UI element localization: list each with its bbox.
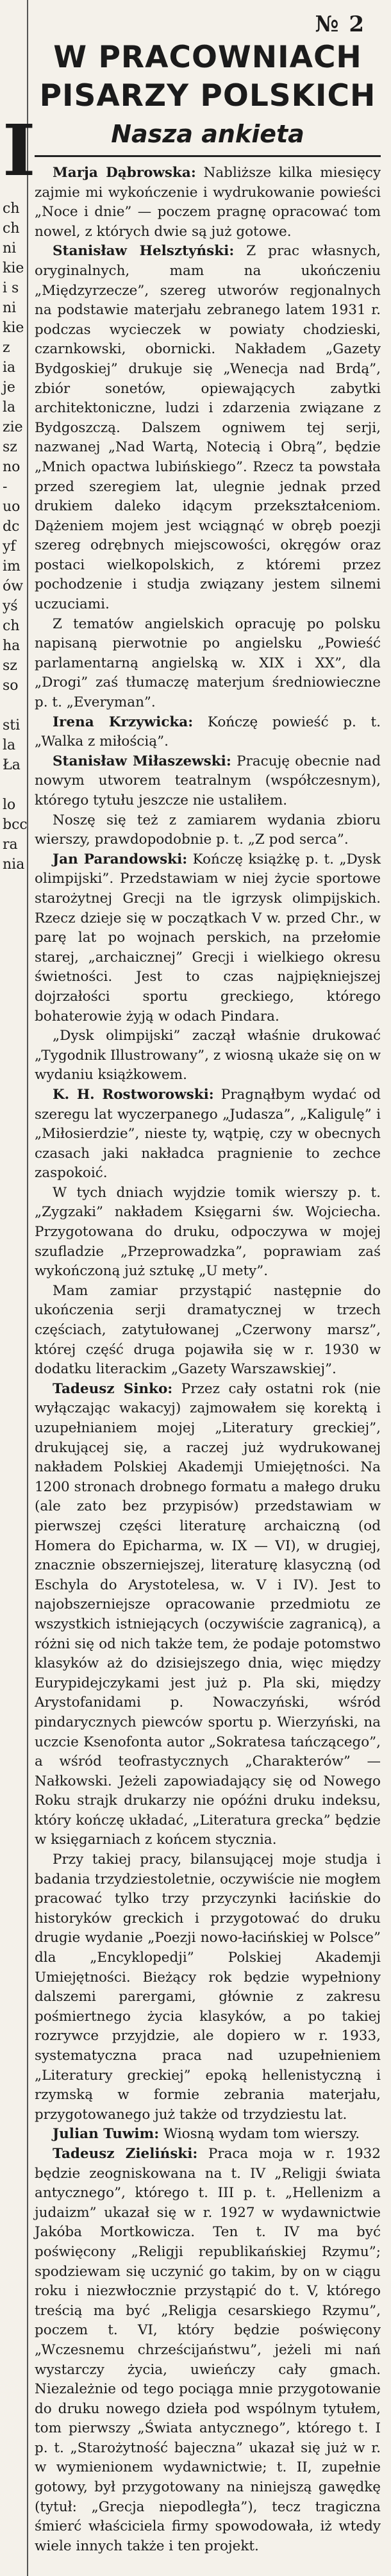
entry-paragraph — [35, 1380, 381, 1850]
entry-author: Tadeusz Zieliński: — [53, 2145, 198, 2162]
entry-paragraph — [35, 713, 381, 752]
entry-text: Noszę się też z zamiarem wydania zbioru wierszy, prawdopodobnie p. t. „Z pod serca”. — [35, 812, 381, 848]
entry-text: Kończę książkę p. t. „Dysk olimpijski”. Przedstawiam w niej życie sportowe starożytnej Grecji na tle igrzysk olimpijskich. Rzecz dzieje się w początkach V w. przed Chr., w parę lat po wojnach perskich, na przełomie starej, „archaicznej” Grecji i wielkiego okresu świetności. Jest to czas najpiękniejszej dojrzałości sportu greckiego, którego bohaterowie żyją w odach Pindara. — [35, 851, 381, 1025]
entry-author: K. H. Rostworowski: — [53, 1086, 214, 1103]
title-divider — [35, 155, 381, 157]
entry-text: Nabliższe kilka miesięcy zajmie mi wykończenie i wydrukowanie powieści „Noce i dnie” — poczem pragnę opracować tom nowel, z których dwie są już gotowe. — [35, 165, 381, 240]
entry-paragraph — [35, 811, 381, 850]
entry-text: Pracuję obecnie nad nowym utworem teatralnym (współczesnym), którego tytułu jeszcze nie ustaliłem. — [35, 753, 381, 808]
entry-text: Praca moja w r. 1932 będzie zeogniskowana na t. IV „Religji świata antycznego”, którego t. III p. t. „Hellenizm a judaizm” ukazał się w r. 1927 w wydawnictwie Jakóba Mortkowicza. Ten t. IV ma być poświęcony „Religji republikańskiej Rzymu”; spodziewam się uczynić go takim, by on w ciągu roku i niezwłocznie przystąpić do t. V, którego treścią ma być „Religja cesarskiego Rzymu”, poczem t. VI, który będzie poświęcony „Wczesnemu chrześcijaństwu”, jeżeli mi nań wystarczy życia, uwieńczy cały gmach. Niezależnie od tego pociąga mnie przygotowanie do druku nowego dzieła pod wspólnym tytułem, tom pierwszy „Świata antycznego”, którego t. I p. t. „Starożytność bajeczna” ukazał się już w r. w wymienionem wydawnictwie; t. II, zupełnie gotowy, był przygotowany na niniejszą gawędkę (tytuł: „Grecja niepodległa”), tecz tragiczna śmierć właściciela firmy spowodowała, iż wtedy wiele innych także i ten projekt. — [35, 2145, 381, 2554]
entry-author: Irena Krzywicka: — [53, 714, 194, 730]
entry-author: Julian Tuwim: — [53, 2126, 160, 2143]
entry-author: Marja Dąbrowska: — [53, 165, 196, 181]
survey-entries — [35, 163, 381, 2556]
entry-paragraph — [35, 2145, 381, 2556]
entry-paragraph — [35, 850, 381, 1026]
entry-paragraph — [35, 2125, 381, 2145]
entry-paragraph — [35, 1282, 381, 1380]
adjacent-column-text: ch ch ni kie i s ni kie z ia je la zie sz no - uo dc yf im ów yś ch ha sz so sti la Ła lo bcc ra nia — [3, 201, 28, 873]
entry-text: Z tematów angielskich opracuję po polsku napisaną pierwotnie po angielsku „Powieść parlamentarną angielską w. XIX i XX”, dla „Drogi” zaś tłumaczę materjum średniowieczne p. t. „Everyman”. — [35, 615, 381, 711]
page-number: № 2 — [315, 12, 365, 37]
entry-text: Przez cały ostatni rok (nie wyłączając wakacyj) zajmowałem się korektą i uzupełnianiem mojej „Literatury greckiej”, drukującej się, a raczej już wydrukowanej nakładem Polskiej Akademji Umiejętności. Na 1200 stronach drobnego formatu a małego druku (ale zato bez przypisów) przedstawiam w pierwszej części literaturę archaiczną (od Homera do Epicharma, w. IX — VI), w drugiej, znacznie obszerniejszej, literaturę klasyczną (od Eschyla do Arystotelesa, w. V i IV). Jest to najobszerniejsze opracowanie przedmiotu ze wszystkich istniejących (oczywiście zagranicą), a różni się od nich także tem, że podaje potomstwo klasyków aż do dzisiejszego dnia, więc między Eurypidejczykami jest już p. Pla ski, między Arystofanidami p. Nowaczyński, wśród pindarycznych piewców sportu p. Wierzyński, na uczcie Ksenofonta autor „Sokratesa tańczącego”, a wśród teofrastycznych „Charakterów” — Nałkowski. Jeżeli zapowiadający się od Nowego Roku strajk drukarzy nie opóźni druku indeksu, który kończę układać, „Literatura grecka” będzie w księgarniach z końcem stycznia. — [35, 1380, 381, 1848]
entry-author: Jan Parandowski: — [53, 851, 188, 867]
entry-paragraph — [35, 1850, 381, 2125]
adjacent-column-initial: I — [3, 109, 36, 192]
adjacent-column-fragment — [0, 0, 36, 2576]
entry-paragraph — [35, 752, 381, 811]
entry-author: Stanisław Helsztyński: — [53, 243, 235, 260]
article-title-line-2: PISARZY POLSKICH — [39, 78, 376, 113]
entry-text: Wiosną wydam tom wierszy. — [163, 2126, 360, 2143]
entry-text: Pragnąłbym wydać od szeregu lat wyczerpanego „Judasza”, „Kaligulę” i „Miłosierdzie”, nieste ty, wątpię, czy w obecnych czasach jaki nakładca pragnienie to zechce zaspokoić. — [35, 1086, 381, 1182]
entry-text: Mam zamiar przystąpić następnie do ukończenia serji dramatycznej w trzech częściach, zatytułowanej „Czerwony marsz”, której część druga pojawiła się w r. 1930 w dodatku literackim „Gazety Warszawskiej”. — [35, 1282, 381, 1378]
article-title-line-1: W PRACOWNIACH — [53, 40, 362, 75]
entry-paragraph — [35, 163, 381, 242]
entry-text: „Dysk olimpijski” zaczął właśnie drukować „Tygodnik Illustrowany”, z wiosną ukaże się on w wydaniu książkowem. — [35, 1028, 381, 1083]
entry-paragraph — [35, 1026, 381, 1085]
entry-text: W tych dniach wyjdzie tomik wierszy p. t. „Zygzaki” nakładem Księgarni św. Wojciecha. Przygotowana do druku, odpoczywa w mojej szufladzie „Przeprowadzka”, poprawiam zaś wykończoną już sztukę „U mety”. — [35, 1184, 381, 1280]
entry-paragraph — [35, 1085, 381, 1183]
entry-paragraph — [35, 242, 381, 614]
entry-paragraph — [35, 615, 381, 713]
article-subtitle: Nasza ankieta — [111, 120, 304, 148]
entry-author: Tadeusz Sinko: — [53, 1380, 173, 1397]
entry-author: Stanisław Miłaszewski: — [53, 753, 231, 769]
article-column — [35, 38, 381, 2556]
entry-text: Kończę powieść p. t. „Walka z miłością”. — [35, 714, 381, 750]
entry-text: Przy takiej pracy, bilansującej moje studja i badania trzydziestoletnie, oczywiście nie mogłem pracować tylko trzy przyczynki łacińskie do historyków greckich i przygotować do druku drugie wydanie „Poezji nowo-łacińskiej w Polsce” dla „Encyklopedji” Polskiej Akademji Umiejętności. Bieżący rok będzie wypełniony dalszemi parergami, głównie z zakresu pośmiertnego życia klasyków, a po takiej rozrywce przyjdzie, ale dopiero w r. 1933, systematyczna praca nad uzupełnieniem „Literatury greckiej” epoką hellenistyczną i rzymską w formie zebrania materjału, przygotowanego już także od trzydziestu lat. — [35, 1852, 381, 2123]
entry-text: Z prac własnych, oryginalnych, mam na ukończeniu „Międzyrzecze”, szereg utworów regjonalnych na podstawie materjału zebranego latem 1931 r. podczas wycieczek w powiaty chodzieski, czarnkowski, obornicki. Nakładem „Gazety Bydgoskiej” drukuje się „Wenecja nad Brdą”, zbiór sonetów, opiewających zabytki architektoniczne, ludzi i zdarzenia związane z Bydgoszczą. Dalszem ogniwem tej serji, nazwanej „Nad Wartą, Notecią i Obrą”, będzie „Mnich opactwa lubińskiego”. Rzecz ta powstała przed szeregiem lat, ulegnie jednak przed drukiem daleko idącym przekształceniom. Dążeniem mojem jest wciągnąć w obręb poezji szereg odrębnych miejscowości, okręgów oraz postaci wielkopolskich, z któremi przez pochodzenie i studja związany jestem silnemi uczuciami. — [35, 243, 381, 613]
entry-paragraph — [35, 1183, 381, 1282]
